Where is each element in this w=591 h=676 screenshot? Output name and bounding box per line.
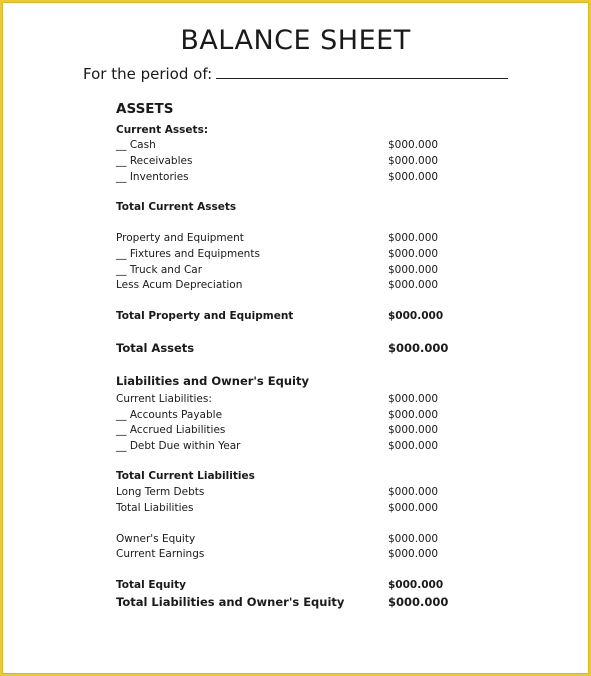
row-label: __ Receivables	[116, 155, 193, 167]
row-value: $000.000	[388, 533, 439, 545]
row-value: $000.000	[388, 424, 439, 436]
row-value: $000.000	[388, 171, 439, 183]
row-value: $000.000	[388, 341, 449, 355]
row-value: $000.000	[388, 502, 439, 514]
row-value: $000.000	[388, 139, 439, 151]
row-label: __ Truck and Car	[116, 264, 203, 276]
row-value: $000.000	[388, 155, 439, 167]
row-label: __ Accounts Payable	[116, 409, 223, 421]
balance-sheet-page	[2, 2, 589, 674]
row-value: $000.000	[388, 579, 444, 591]
row-label: __ Debt Due within Year	[116, 440, 241, 452]
period-field	[83, 65, 508, 83]
row-value: $000.000	[388, 310, 444, 322]
row-value: $000.000	[388, 232, 439, 244]
row-label: Total Equity	[116, 579, 186, 591]
row-value: $000.000	[388, 279, 439, 291]
row-label: __ Fixtures and Equipments	[116, 248, 260, 260]
row-label: Current Assets:	[116, 124, 209, 136]
period-blank-line	[216, 66, 508, 79]
row-label: Total Liabilities and Owner's Equity	[116, 595, 345, 609]
row-label: ASSETS	[116, 101, 174, 117]
row-label: Current Earnings	[116, 548, 205, 560]
row-label: Long Term Debts	[116, 486, 205, 498]
row-label: __ Inventories	[116, 171, 189, 183]
row-label: Total Property and Equipment	[116, 310, 294, 322]
row-value: $000.000	[388, 548, 439, 560]
row-label: __ Accrued Liabilities	[116, 424, 226, 436]
row-label: Property and Equipment	[116, 232, 244, 244]
period-label: For the period of:	[83, 65, 213, 83]
page-title: BALANCE SHEET	[180, 25, 411, 56]
row-value: $000.000	[388, 248, 439, 260]
row-label: Total Assets	[116, 341, 195, 355]
row-label: Owner's Equity	[116, 533, 196, 545]
row-label: Liabilities and Owner's Equity	[116, 374, 309, 388]
row-label: Current Liabilities:	[116, 393, 212, 405]
row-label: Less Acum Depreciation	[116, 279, 243, 291]
row-label: Total Liabilities	[116, 502, 194, 514]
row-label: Total Current Assets	[116, 201, 237, 213]
row-label: Total Current Liabilities	[116, 470, 255, 482]
row-value: $000.000	[388, 409, 439, 421]
row-label: __ Cash	[116, 139, 156, 151]
row-value: $000.000	[388, 440, 439, 452]
row-value: $000.000	[388, 595, 449, 609]
row-value: $000.000	[388, 264, 439, 276]
row-value: $000.000	[388, 486, 439, 498]
row-value: $000.000	[388, 393, 439, 405]
